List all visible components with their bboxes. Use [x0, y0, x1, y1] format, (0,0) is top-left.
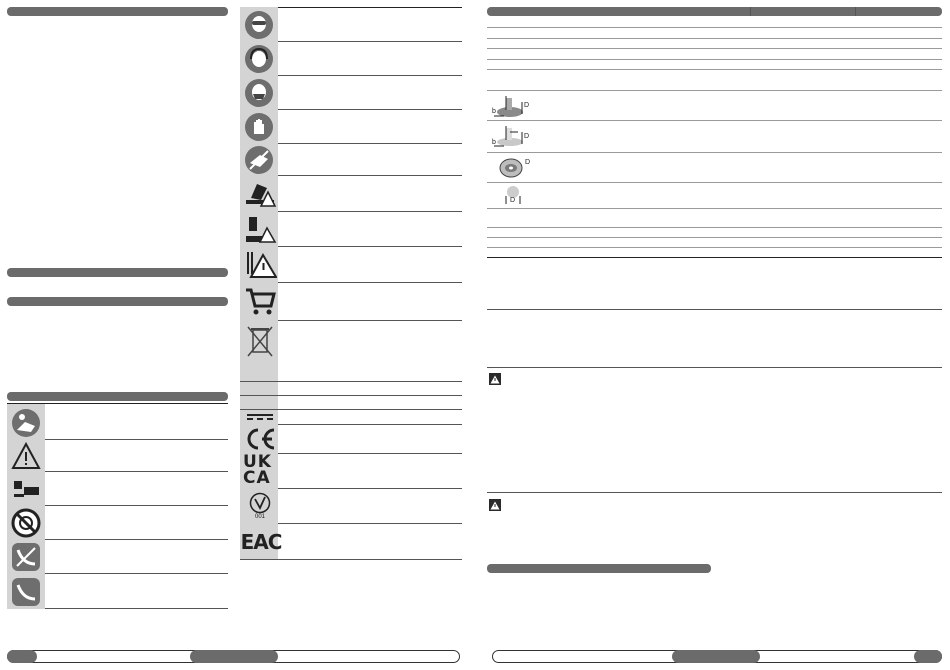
ukca-mark-icon [243, 454, 279, 488]
spec-row-divider [487, 237, 942, 238]
row-divider [240, 559, 462, 560]
row-divider [278, 175, 462, 176]
row-divider [278, 211, 462, 212]
spec-row-divider [487, 208, 942, 209]
row-divider [278, 282, 462, 283]
disc-label-d: D [524, 133, 530, 140]
section-header-bar-2 [7, 268, 228, 277]
footer-right-tab [672, 650, 760, 663]
spec-row-divider [487, 38, 942, 39]
no-damaged-disc-icon [10, 507, 42, 539]
row-divider [278, 246, 462, 247]
eye-protection-icon [243, 9, 275, 41]
tools-warning-icon [243, 248, 277, 282]
gloves-icon [243, 111, 275, 143]
ukca-mark-top: UK [243, 452, 272, 472]
warning-icon [489, 373, 501, 385]
weee-bin-icon [243, 322, 277, 362]
spec-table-header-divider [855, 7, 856, 16]
spec-row-divider [487, 120, 942, 121]
ua-mark-number: 001 [254, 513, 265, 520]
disc-label-d: D [524, 102, 530, 109]
row-divider [7, 403, 228, 404]
section-divider [487, 492, 942, 493]
section-header-bar-1 [7, 7, 228, 16]
disc-label-d: D [525, 159, 531, 166]
spec-row-divider [487, 257, 942, 258]
direct-current-icon [243, 411, 277, 423]
section-header-bar-right [487, 564, 711, 573]
warning-triangle-icon [10, 441, 42, 471]
spec-row-divider [487, 182, 942, 183]
row-divider [45, 505, 228, 506]
ukca-mark-bottom: CA [243, 468, 271, 488]
spec-row-divider [487, 69, 942, 70]
clamp-warning-icon [243, 213, 277, 247]
warning-icon [489, 499, 501, 511]
dust-mask-icon [243, 77, 275, 109]
footer-left-cap [7, 650, 37, 663]
disc-diagram-1-icon [492, 94, 536, 120]
accessories-cart-icon [243, 284, 277, 318]
spec-table-header-bar [487, 7, 942, 16]
row-divider [278, 7, 462, 8]
ua-conformity-mark-icon [243, 490, 277, 522]
row-divider [278, 424, 462, 425]
footer-left-tab [190, 650, 278, 663]
spec-row-divider [487, 227, 942, 228]
row-divider [278, 320, 462, 321]
footer-right-cap [914, 650, 942, 663]
section-header-bar-4 [7, 392, 228, 401]
row-divider [45, 471, 228, 472]
row-divider [45, 573, 228, 574]
no-hand-contact-icon [243, 145, 275, 175]
disc-label-b: b [492, 108, 496, 115]
row-divider [278, 523, 462, 524]
strap-ok-icon [10, 576, 42, 608]
row-divider [45, 608, 228, 609]
row-divider [45, 539, 228, 540]
row-divider [240, 409, 462, 410]
disc-diagram-3-icon [495, 155, 535, 181]
row-divider [278, 109, 462, 110]
read-manual-icon [10, 407, 42, 439]
ce-mark-icon [243, 426, 277, 452]
row-divider [278, 143, 462, 144]
ear-protection-icon [243, 43, 275, 75]
row-divider [240, 381, 462, 382]
grinding-warning-icon [243, 177, 277, 211]
row-divider [278, 488, 462, 489]
disc-label-b: b [492, 139, 496, 146]
spec-row-divider [487, 27, 942, 28]
spec-row-divider [487, 48, 942, 49]
spec-row-divider [487, 59, 942, 60]
spec-row-divider [487, 247, 942, 248]
row-divider [240, 395, 462, 396]
spec-row-divider [487, 152, 942, 153]
eac-mark-text: EAC [240, 530, 282, 554]
eac-mark-icon [240, 526, 282, 558]
disc-diagram-2-icon [492, 124, 536, 150]
spec-table-header-divider [750, 7, 751, 16]
no-strap-icon [10, 541, 42, 573]
unplug-before-work-icon [10, 474, 42, 504]
section-divider [487, 309, 942, 310]
row-divider [278, 41, 462, 42]
section-header-bar-3 [7, 297, 228, 306]
row-divider [45, 439, 228, 440]
section-divider [487, 367, 942, 368]
row-divider [278, 453, 462, 454]
spec-row-divider [487, 90, 942, 91]
disc-diagram-4-icon [500, 184, 530, 208]
row-divider [278, 75, 462, 76]
disc-label-d2: D [510, 197, 516, 204]
